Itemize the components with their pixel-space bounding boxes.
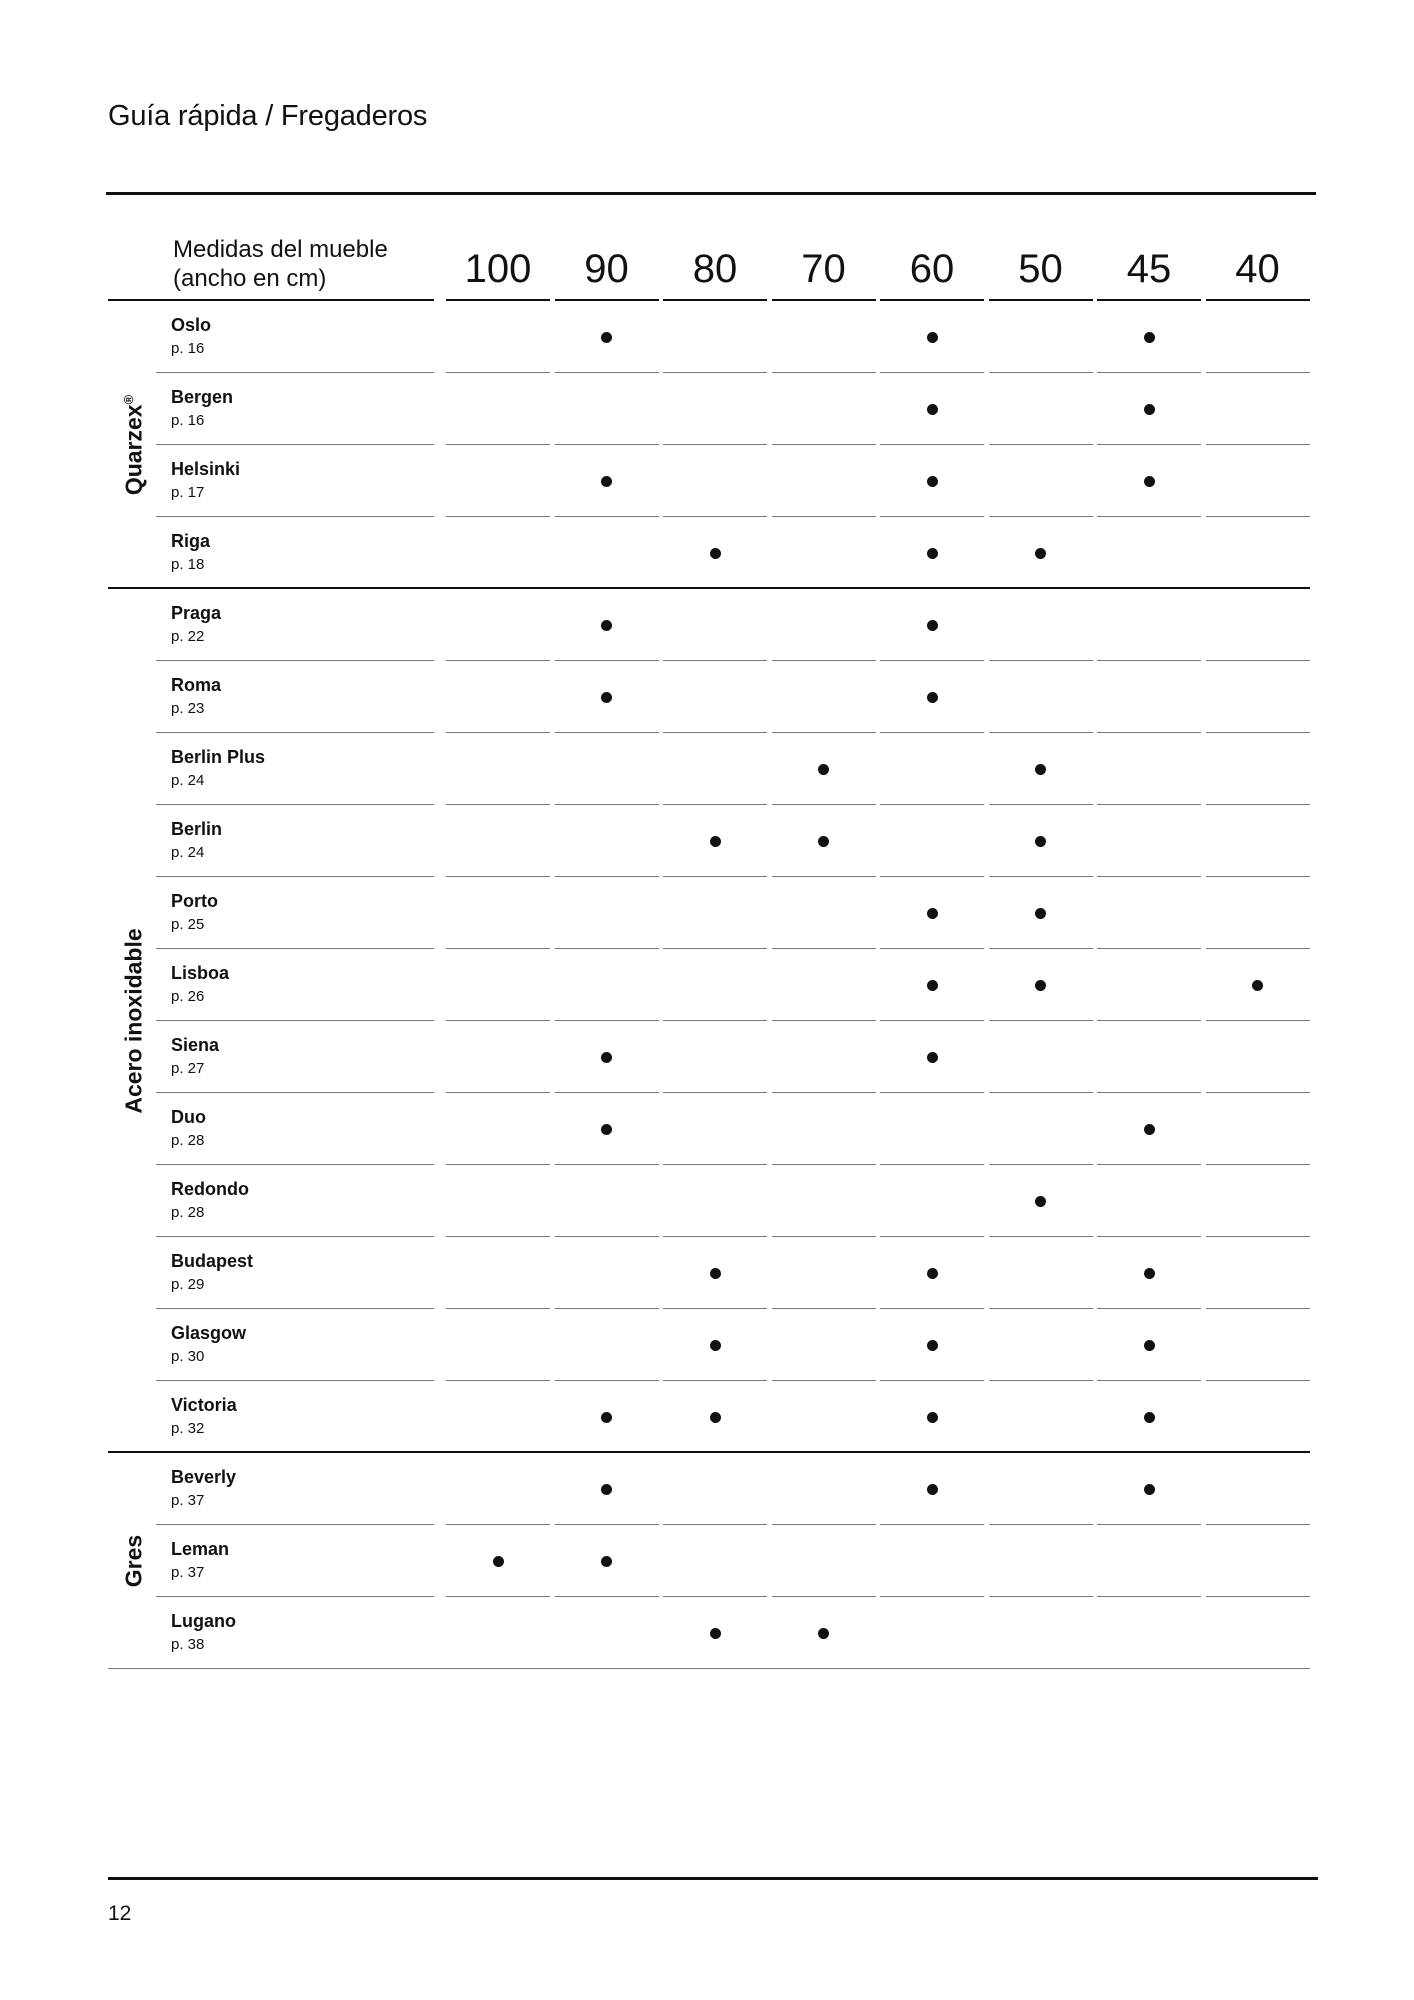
group-label-acero-inoxidable xyxy=(121,928,148,1113)
model-name: Riga xyxy=(171,531,211,551)
table-row xyxy=(0,805,1414,877)
column-header-50: 50 xyxy=(1018,247,1063,291)
table-row xyxy=(0,949,1414,1021)
availability-dot-50 xyxy=(1035,908,1046,919)
bottom-rule xyxy=(108,1877,1318,1880)
model-name: Helsinki xyxy=(171,459,241,479)
table-row xyxy=(0,589,1414,661)
model-page-ref: p. 22 xyxy=(171,628,205,645)
availability-dot-60 xyxy=(927,980,938,991)
availability-dot-70 xyxy=(818,836,829,847)
availability-dot-70 xyxy=(818,1628,829,1639)
model-name: Roma xyxy=(171,675,222,695)
model-name: Berlin Plus xyxy=(171,747,266,767)
availability-dot-45 xyxy=(1144,1268,1155,1279)
availability-dot-90 xyxy=(601,692,612,703)
availability-dot-60 xyxy=(927,1340,938,1351)
model-page-ref: p. 16 xyxy=(171,340,205,357)
model-page-ref: p. 32 xyxy=(171,1420,205,1437)
model-name: Glasgow xyxy=(171,1323,247,1343)
availability-dot-80 xyxy=(710,836,721,847)
availability-dot-90 xyxy=(601,476,612,487)
model-page-ref: p. 37 xyxy=(171,1564,205,1581)
header-label xyxy=(173,235,388,293)
model-name: Porto xyxy=(171,891,218,911)
availability-dot-90 xyxy=(601,332,612,343)
column-header-40: 40 xyxy=(1235,247,1280,291)
table-row xyxy=(0,517,1414,589)
table-row xyxy=(0,661,1414,733)
model-page-ref: p. 29 xyxy=(171,1276,205,1293)
availability-dot-45 xyxy=(1144,1124,1155,1135)
table-row xyxy=(0,1597,1414,1669)
model-page-ref: p. 27 xyxy=(171,1060,205,1077)
availability-dot-60 xyxy=(927,476,938,487)
table-row xyxy=(0,733,1414,805)
availability-dot-100 xyxy=(493,1556,504,1567)
model-name: Redondo xyxy=(171,1179,249,1199)
availability-dot-90 xyxy=(601,620,612,631)
availability-dot-60 xyxy=(927,548,938,559)
table-row xyxy=(0,1237,1414,1309)
column-header-70: 70 xyxy=(801,247,846,291)
availability-dot-90 xyxy=(601,1052,612,1063)
availability-dot-70 xyxy=(818,764,829,775)
availability-dot-80 xyxy=(710,548,721,559)
availability-dot-60 xyxy=(927,1052,938,1063)
availability-dot-80 xyxy=(710,1268,721,1279)
column-header-80: 80 xyxy=(692,247,738,291)
availability-dot-45 xyxy=(1144,1412,1155,1423)
availability-dot-90 xyxy=(601,1484,612,1495)
column-header-90: 90 xyxy=(584,247,629,291)
table-row xyxy=(0,1309,1414,1381)
availability-dot-80 xyxy=(710,1628,721,1639)
model-page-ref: p. 24 xyxy=(171,772,205,789)
table-row xyxy=(0,1453,1414,1525)
availability-dot-60 xyxy=(927,692,938,703)
availability-dot-50 xyxy=(1035,548,1046,559)
group-label-text: Acero inoxidable xyxy=(120,928,147,1114)
availability-dot-45 xyxy=(1144,332,1155,343)
table-row xyxy=(0,877,1414,949)
model-page-ref: p. 18 xyxy=(171,556,205,573)
model-page-ref: p. 23 xyxy=(171,700,205,717)
model-name: Duo xyxy=(171,1107,206,1127)
table-row xyxy=(0,1525,1414,1597)
table-row xyxy=(0,1381,1414,1453)
availability-dot-60 xyxy=(927,1484,938,1495)
table-row xyxy=(0,373,1414,445)
table-row xyxy=(0,445,1414,517)
model-name: Bergen xyxy=(171,387,234,407)
availability-dot-60 xyxy=(927,404,938,415)
model-name: Budapest xyxy=(171,1251,254,1271)
header-label-line1: Medidas del mueble xyxy=(173,236,388,263)
availability-dot-40 xyxy=(1252,980,1263,991)
availability-dot-60 xyxy=(927,1268,938,1279)
model-page-ref: p. 26 xyxy=(171,988,205,1005)
model-page-ref: p. 24 xyxy=(171,844,205,861)
availability-dot-45 xyxy=(1144,1340,1155,1351)
group-label-quarzex xyxy=(121,395,148,495)
availability-dot-90 xyxy=(601,1556,612,1567)
model-name: Praga xyxy=(171,603,222,623)
availability-dot-50 xyxy=(1035,1196,1046,1207)
page-title: Guía rápida / Fregaderos xyxy=(108,100,428,132)
availability-dot-50 xyxy=(1035,836,1046,847)
model-name: Siena xyxy=(171,1035,220,1055)
availability-dot-60 xyxy=(927,620,938,631)
group-label-text: Gres xyxy=(120,1534,147,1588)
table-row xyxy=(0,1093,1414,1165)
model-name: Victoria xyxy=(171,1395,237,1415)
availability-dot-50 xyxy=(1035,980,1046,991)
column-header-100: 100 xyxy=(464,247,532,291)
model-page-ref: p. 16 xyxy=(171,412,205,429)
model-page-ref: p. 38 xyxy=(171,1636,205,1653)
availability-dot-60 xyxy=(927,332,938,343)
model-page-ref: p. 28 xyxy=(171,1132,205,1149)
availability-dot-90 xyxy=(601,1412,612,1423)
model-name: Beverly xyxy=(171,1467,237,1487)
group-label-gres xyxy=(121,1535,148,1587)
availability-dot-60 xyxy=(927,908,938,919)
model-name: Leman xyxy=(171,1539,230,1559)
table-row xyxy=(0,1165,1414,1237)
model-page-ref: p. 25 xyxy=(171,916,205,933)
column-header-60: 60 xyxy=(909,247,955,291)
registered-mark: ® xyxy=(120,394,136,405)
model-name: Lugano xyxy=(171,1611,236,1631)
availability-dot-45 xyxy=(1144,1484,1155,1495)
availability-dot-45 xyxy=(1144,404,1155,415)
column-header-45: 45 xyxy=(1126,247,1172,291)
availability-dot-90 xyxy=(601,1124,612,1135)
group-label-text: Quarzex xyxy=(120,404,147,496)
table-row xyxy=(0,301,1414,373)
model-page-ref: p. 37 xyxy=(171,1492,205,1509)
model-name: Berlin xyxy=(171,819,223,839)
availability-dot-80 xyxy=(710,1412,721,1423)
table-row xyxy=(0,1021,1414,1093)
model-name: Lisboa xyxy=(171,963,230,983)
availability-dot-50 xyxy=(1035,764,1046,775)
model-page-ref: p. 28 xyxy=(171,1204,205,1221)
table-bottom-line xyxy=(108,1668,1310,1669)
availability-dot-60 xyxy=(927,1412,938,1423)
header-label-line2: (ancho en cm) xyxy=(173,265,327,292)
availability-dot-45 xyxy=(1144,476,1155,487)
page-number: 12 xyxy=(108,1902,132,1925)
availability-dot-80 xyxy=(710,1340,721,1351)
model-name: Oslo xyxy=(171,315,212,335)
model-page-ref: p. 30 xyxy=(171,1348,205,1365)
model-page-ref: p. 17 xyxy=(171,484,205,501)
